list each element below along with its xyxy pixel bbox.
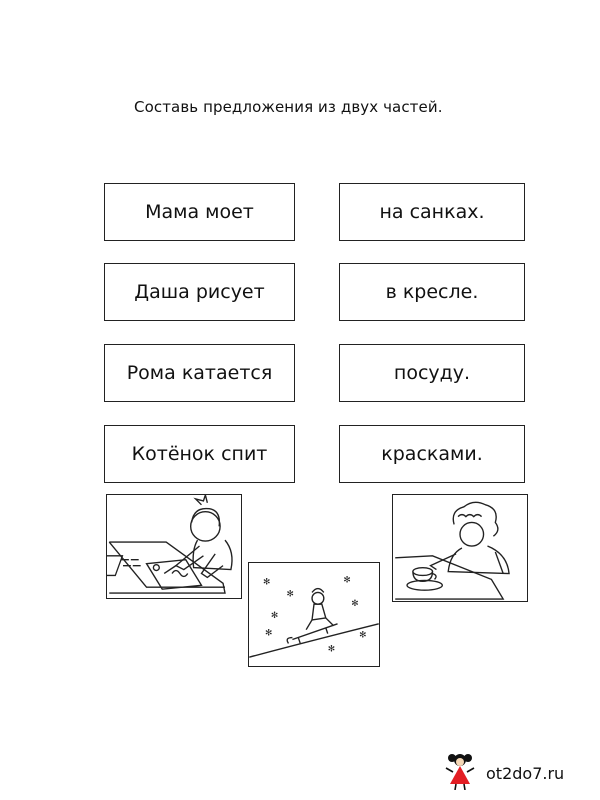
card-subject-1[interactable]: Мама моет [104,183,295,241]
card-ending-2[interactable]: в кресле. [339,263,525,321]
girl-painting-illustration [107,495,241,598]
card-subject-3[interactable]: Рома катается [104,344,295,402]
picture-boy-sledding [248,562,380,667]
svg-text:✻: ✻ [359,630,367,641]
card-ending-1[interactable]: на санках. [339,183,525,241]
card-ending-3[interactable]: посуду. [339,344,525,402]
worksheet-instruction: Составь предложения из двух частей. [134,98,443,116]
boy-sledding-illustration [249,563,379,666]
card-subject-4[interactable]: Котёнок спит [104,425,295,483]
svg-text:✻: ✻ [286,589,294,600]
svg-text:✻: ✻ [327,644,336,655]
picture-girl-painting [106,494,242,599]
picture-mom-washing-dishes [392,494,528,602]
svg-text:✻: ✻ [270,610,279,621]
svg-text:✻: ✻ [351,599,359,610]
mom-washing-illustration [393,495,527,601]
svg-text:✻: ✻ [262,577,271,588]
card-ending-4[interactable]: красками. [339,425,525,483]
card-subject-2[interactable]: Даша рисует [104,263,295,321]
doll-logo-icon [440,750,480,790]
svg-text:✻: ✻ [264,628,273,639]
site-logo-text: ot2do7.ru [486,764,565,783]
site-logo[interactable] [440,750,590,790]
svg-text:✻: ✻ [343,575,351,586]
